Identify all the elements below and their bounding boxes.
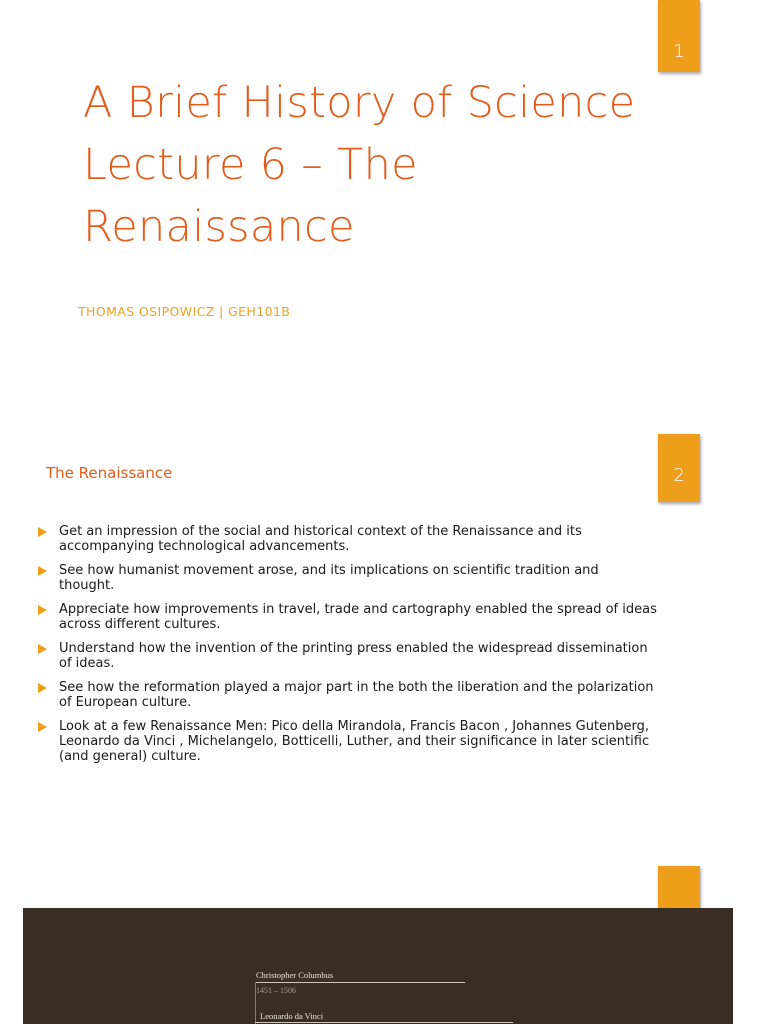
bullet-item: Appreciate how improvements in travel, trade and cartography enabled the spread of ideas across different cultures. xyxy=(38,602,658,632)
slide-1 xyxy=(0,0,768,420)
slide-title xyxy=(83,72,723,258)
timeline-dates: 1451 – 1506 xyxy=(256,986,296,995)
slide-heading: The Renaissance xyxy=(46,464,173,482)
bullet-arrow-icon xyxy=(38,644,47,654)
bullet-arrow-icon xyxy=(38,605,47,615)
timeline-divider xyxy=(255,982,465,983)
timeline-name: Leonardo da Vinci xyxy=(260,1011,324,1021)
bullet-item: Get an impression of the social and historical context of the Renaissance and its accompanying technological advancements. xyxy=(38,524,658,554)
slide-number: 2 xyxy=(673,465,685,486)
timeline-panel xyxy=(23,908,733,1024)
bullet-item: Understand how the invention of the printing press enabled the widespread dissemination of ideas. xyxy=(38,641,658,671)
timeline-name: Christopher Columbus xyxy=(256,970,334,980)
bullet-arrow-icon xyxy=(38,722,47,732)
title-line-2: Lecture 6 – The xyxy=(83,140,418,190)
slide-subtitle: THOMAS OSIPOWICZ | GEH101B xyxy=(78,304,291,319)
bullet-arrow-icon xyxy=(38,527,47,537)
timeline-divider xyxy=(255,1022,513,1023)
title-line-1: A Brief History of Science xyxy=(83,78,636,128)
bullet-item: See how humanist movement arose, and its implications on scientific tradition and thought. xyxy=(38,563,658,593)
slide-2 xyxy=(0,420,768,852)
bullet-item: Look at a few Renaissance Men: Pico della Mirandola, Francis Bacon , Johannes Gutenberg, Leonardo da Vinci , Michelangelo, Botticelli, Luther, and their significance in later scientific (and general) culture. xyxy=(38,719,658,764)
slide-number-tab xyxy=(658,866,700,910)
title-line-3: Renaissance xyxy=(83,202,355,252)
bullet-arrow-icon xyxy=(38,683,47,693)
bullet-arrow-icon xyxy=(38,566,47,576)
slide-number: 1 xyxy=(673,41,685,62)
bullet-list xyxy=(38,524,658,773)
slide-number-tab xyxy=(658,0,700,72)
slide-number-tab xyxy=(658,434,700,502)
bullet-item: See how the reformation played a major part in the both the liberation and the polarization of European culture. xyxy=(38,680,658,710)
slide-3 xyxy=(0,852,768,1024)
